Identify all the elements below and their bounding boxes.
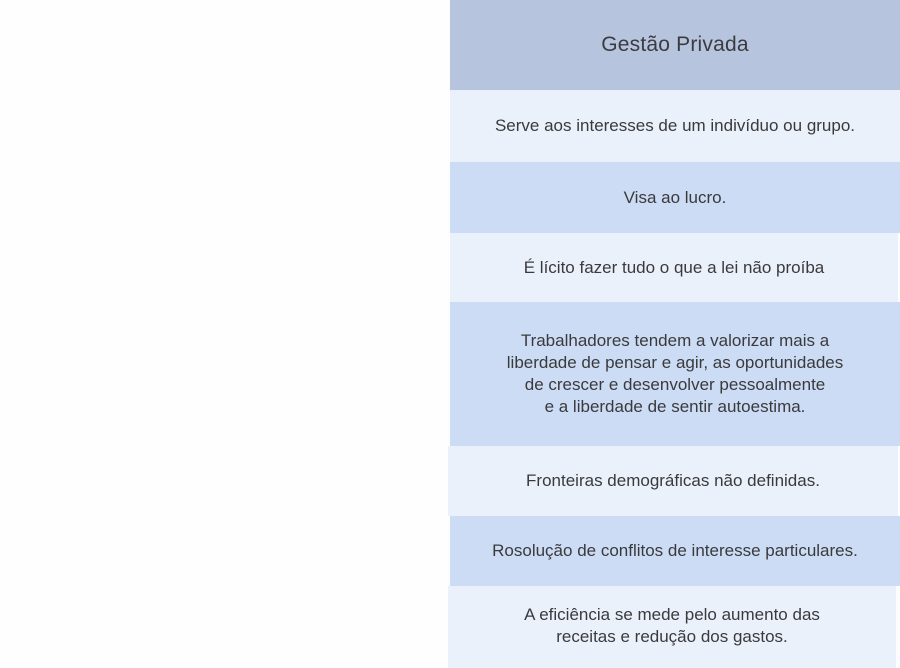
table-row xyxy=(448,586,896,668)
row-text: É lícito fazer tudo o que a lei não proíba xyxy=(523,257,825,277)
table-row xyxy=(450,302,900,446)
table-row xyxy=(450,233,898,302)
row-text: Visa ao lucro. xyxy=(623,187,727,207)
blank-area xyxy=(0,0,448,668)
table-row xyxy=(450,162,900,233)
row-text: Fronteiras demográficas não definidas. xyxy=(526,471,820,490)
table-header-label: Gestão Privada xyxy=(601,33,749,56)
table-row xyxy=(450,90,900,162)
gestao-privada-table xyxy=(448,0,900,668)
table-row xyxy=(448,446,898,516)
row-text: Trabalhadores tendem a valorizar mais a liberdade de pensar e agir, as oportunidades de crescer e desenvolver pessoalmente e a liberdade de sentir autoestima. xyxy=(506,331,844,416)
row-text: Serve aos interesses de um indivíduo ou grupo. xyxy=(494,116,856,135)
table-row xyxy=(450,516,900,586)
row-text: Rosolução de conflitos de interesse particulares. xyxy=(492,541,858,560)
table-header xyxy=(450,0,900,90)
row-text: A eficiência se mede pelo aumento das receitas e redução dos gastos. xyxy=(524,605,820,646)
